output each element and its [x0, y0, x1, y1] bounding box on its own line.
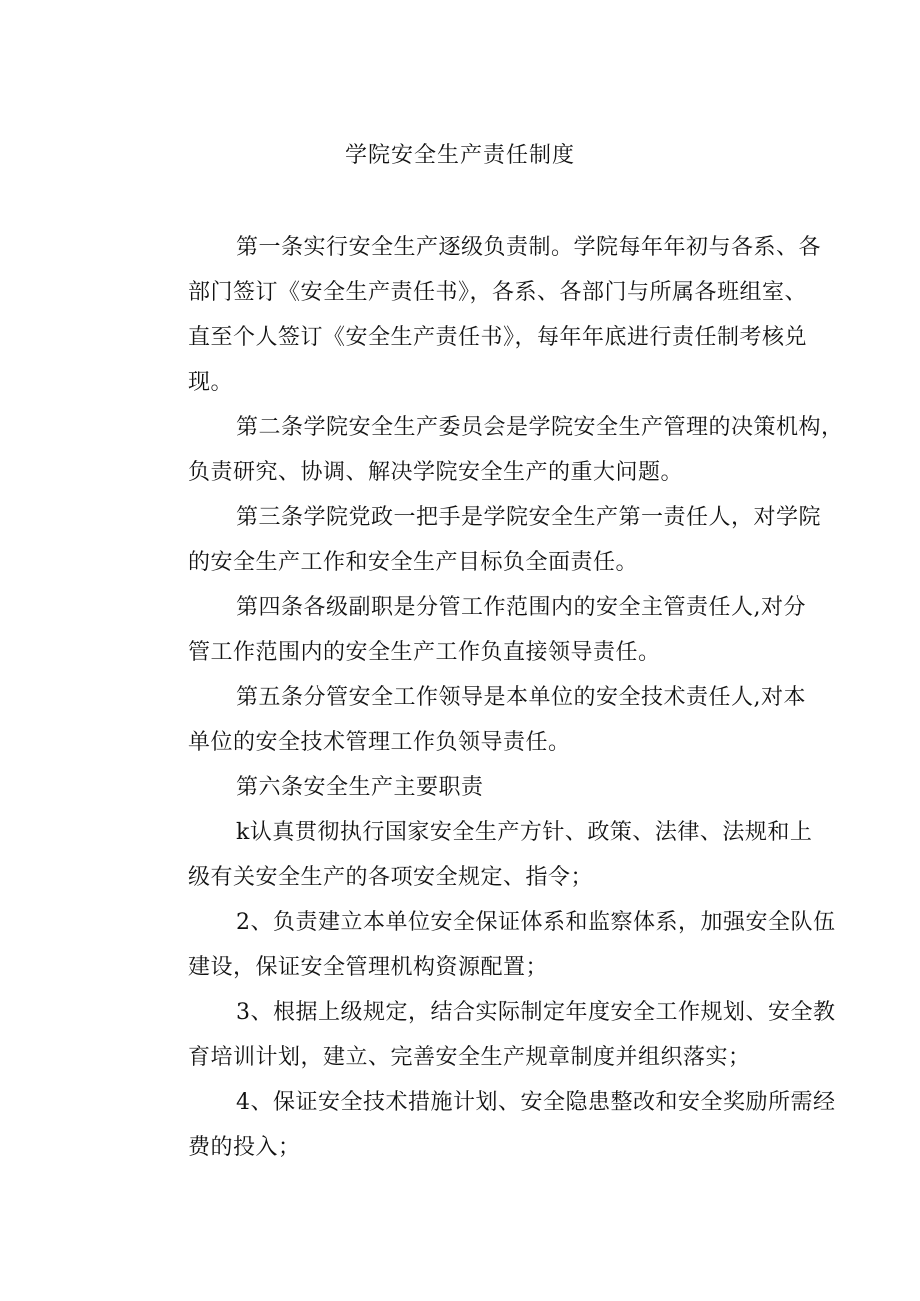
list-item-2: [140, 900, 836, 990]
paragraph-article-4: [140, 585, 806, 675]
list-item-4: [140, 1080, 836, 1170]
text-line: 建设，保证安全管理机构资源配置；: [188, 955, 549, 980]
list-item-1: [140, 810, 813, 900]
text-line: 4、保证安全技术措施计划、安全隐患整改和安全奖励所需经: [236, 1090, 836, 1115]
text-line: 负责研究、协调、解决学院安全生产的重大问题。: [188, 460, 684, 485]
text-line: 第五条分管安全工作领导是本单位的安全技术责任人,对本: [236, 685, 806, 710]
list-item-3: [140, 990, 836, 1080]
text-line: 3、根据上级规定，结合实际制定年度安全工作规划、安全教: [236, 1000, 836, 1025]
text-line: 部门签订《安全生产责任书》，各系、各部门与所属各班组室、: [188, 280, 808, 305]
paragraph-article-2: [140, 405, 844, 495]
paragraph-article-1: [140, 225, 822, 405]
text-line: 直至个人签订《安全生产责任书》，每年年底进行责任制考核兑: [188, 325, 808, 350]
document-body: [140, 225, 844, 1170]
text-line: 第一条实行安全生产逐级负责制。学院每年年初与各系、各: [236, 235, 822, 260]
text-line: 现。: [188, 370, 234, 395]
document-title: 学院安全生产责任制度: [344, 143, 575, 168]
text-line: 级有关安全生产的各项安全规定、指令；: [188, 865, 594, 890]
text-line: 第二条学院安全生产委员会是学院安全生产管理的决策机构，: [236, 415, 844, 440]
paragraph-article-5: [140, 675, 806, 765]
text-line: 的安全生产工作和安全生产目标负全面责任。: [188, 550, 639, 575]
text-line: 单位的安全技术管理工作负领导责任。: [188, 730, 571, 755]
text-line: 费的投入；: [188, 1135, 301, 1160]
text-line: 育培训计划，建立、完善安全生产规章制度并组织落实；: [188, 1045, 751, 1070]
text-line: 第三条学院党政一把手是学院安全生产第一责任人，对学院: [236, 505, 822, 530]
text-line: 2、负责建立本单位安全保证体系和监察体系，加强安全队伍: [236, 910, 836, 935]
text-line: 第四条各级副职是分管工作范围内的安全主管责任人,对分: [236, 595, 806, 620]
paragraph-article-6: [140, 765, 800, 810]
text-line: 管工作范围内的安全生产工作负直接领导责任。: [188, 640, 661, 665]
text-line: 第六条安全生产主要职责: [236, 775, 484, 800]
text-line: k认真贯彻执行国家安全生产方针、政策、法律、法规和上: [236, 820, 813, 845]
paragraph-article-3: [140, 495, 822, 585]
